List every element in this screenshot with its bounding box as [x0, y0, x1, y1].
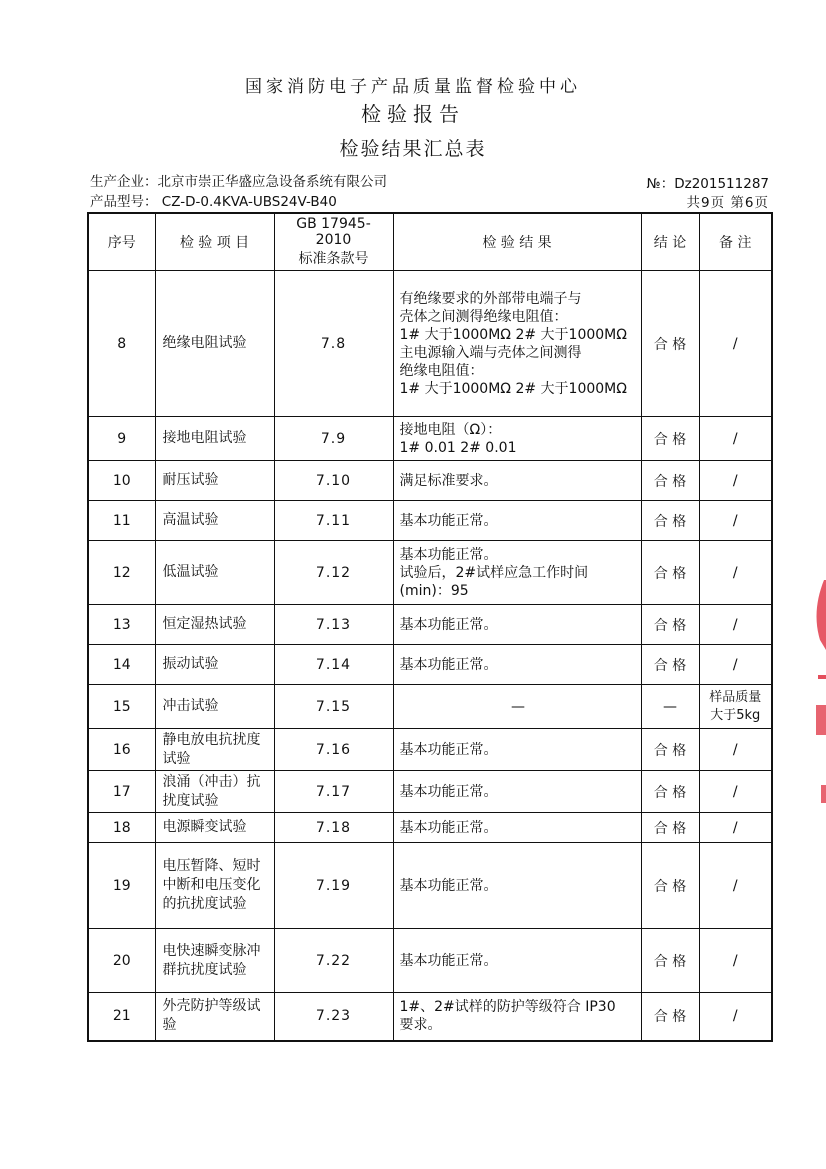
- row-standard-clause: 7.18: [274, 813, 393, 843]
- result-line: 1# 大于1000MΩ 2# 大于1000MΩ: [399, 326, 627, 343]
- row-seq: 20: [88, 929, 155, 993]
- row-result: [393, 843, 641, 929]
- row-item: 绝缘电阻试验: [155, 271, 274, 417]
- row-remark: /: [699, 271, 772, 417]
- result-line: 1# 大于1000MΩ 2# 大于1000MΩ: [399, 380, 627, 397]
- row-standard-clause: 7.22: [274, 929, 393, 993]
- result-line: 满足标准要求。: [399, 472, 498, 489]
- row-item: 振动试验: [155, 645, 274, 685]
- row-item: 接地电阻试验: [155, 417, 274, 461]
- row-standard-clause: 7.14: [274, 645, 393, 685]
- row-result: [393, 685, 641, 729]
- result-line: 壳体之间测得绝缘电阻值：: [399, 308, 568, 325]
- row-remark: 样品质量大于5kg: [699, 685, 772, 729]
- result-line: 基本功能正常。: [399, 877, 498, 894]
- row-item: 电压暂降、短时中断和电压变化的抗扰度试验: [155, 843, 274, 929]
- result-line: 要求。: [399, 1017, 442, 1034]
- row-item: 静电放电抗扰度试验: [155, 729, 274, 771]
- result-line: 基本功能正常。: [399, 512, 498, 529]
- result-line: 基本功能正常。: [399, 656, 498, 673]
- row-remark: /: [699, 501, 772, 541]
- row-remark: /: [699, 417, 772, 461]
- result-line: (min)：95: [399, 582, 469, 599]
- result-line: 绝缘电阻值：: [399, 362, 484, 379]
- row-conclusion: 合 格: [641, 771, 699, 813]
- row-conclusion: 合 格: [641, 417, 699, 461]
- row-seq: 9: [88, 417, 155, 461]
- row-seq: 14: [88, 645, 155, 685]
- header-result: 检 验 结 果: [393, 213, 641, 271]
- row-seq: 21: [88, 993, 155, 1041]
- row-result: [393, 501, 641, 541]
- table-row: [88, 813, 772, 843]
- manufacturer: 生产企业：北京市崇正华盛应急设备系统有限公司: [90, 174, 387, 190]
- results-table: [87, 212, 773, 1042]
- row-item: 恒定湿热试验: [155, 605, 274, 645]
- table-row: [88, 541, 772, 605]
- row-seq: 10: [88, 461, 155, 501]
- row-standard-clause: 7.16: [274, 729, 393, 771]
- row-item: 外壳防护等级试验: [155, 993, 274, 1041]
- row-remark: /: [699, 541, 772, 605]
- row-remark: /: [699, 461, 772, 501]
- row-standard-clause: 7.11: [274, 501, 393, 541]
- result-line: 基本功能正常。: [399, 741, 498, 758]
- header-standard-line2: 标准条款号: [298, 251, 369, 267]
- header-remark: 备 注: [699, 213, 772, 271]
- row-standard-clause: 7.17: [274, 771, 393, 813]
- row-item: 冲击试验: [155, 685, 274, 729]
- row-result: [393, 461, 641, 501]
- row-conclusion: 合 格: [641, 993, 699, 1041]
- row-remark: /: [699, 843, 772, 929]
- row-conclusion: 合 格: [641, 843, 699, 929]
- row-conclusion: 合 格: [641, 605, 699, 645]
- header-standard-line1: GB 17945-2010: [296, 216, 371, 248]
- row-remark: /: [699, 645, 772, 685]
- result-line: 接地电阻（Ω）：: [399, 421, 502, 438]
- row-item: 浪涌（冲击）抗扰度试验: [155, 771, 274, 813]
- row-seq: 17: [88, 771, 155, 813]
- row-result: [393, 417, 641, 461]
- result-line: 主电源输入端与壳体之间测得: [399, 344, 582, 361]
- table-row: [88, 929, 772, 993]
- row-remark: /: [699, 729, 772, 771]
- row-standard-clause: 7.13: [274, 605, 393, 645]
- row-standard-clause: 7.9: [274, 417, 393, 461]
- row-standard-clause: 7.8: [274, 271, 393, 417]
- row-remark: /: [699, 993, 772, 1041]
- row-seq: 16: [88, 729, 155, 771]
- row-conclusion: 合 格: [641, 729, 699, 771]
- row-item: 低温试验: [155, 541, 274, 605]
- table-row: [88, 605, 772, 645]
- header-conclusion: 结 论: [641, 213, 699, 271]
- row-item: 耐压试验: [155, 461, 274, 501]
- row-seq: 11: [88, 501, 155, 541]
- table-row: [88, 461, 772, 501]
- result-line: 基本功能正常。: [399, 616, 498, 633]
- table-row: [88, 271, 772, 417]
- header-item: 检 验 项 目: [155, 213, 274, 271]
- result-line: 基本功能正常。: [399, 546, 498, 563]
- row-result: [393, 993, 641, 1041]
- row-standard-clause: 7.19: [274, 843, 393, 929]
- row-remark: /: [699, 605, 772, 645]
- row-remark: /: [699, 813, 772, 843]
- header-standard: [274, 213, 393, 271]
- table-row: [88, 645, 772, 685]
- row-result: [393, 605, 641, 645]
- row-conclusion: —: [641, 685, 699, 729]
- row-remark: /: [699, 771, 772, 813]
- row-conclusion: 合 格: [641, 271, 699, 417]
- row-item: 电源瞬变试验: [155, 813, 274, 843]
- row-conclusion: 合 格: [641, 645, 699, 685]
- result-line: 基本功能正常。: [399, 783, 498, 800]
- table-row: [88, 843, 772, 929]
- table-row: [88, 993, 772, 1041]
- table-row: [88, 729, 772, 771]
- row-conclusion: 合 格: [641, 929, 699, 993]
- red-seal-stamp-edge: [812, 580, 826, 810]
- table-row: [88, 771, 772, 813]
- row-standard-clause: 7.12: [274, 541, 393, 605]
- row-seq: 12: [88, 541, 155, 605]
- result-line: 基本功能正常。: [399, 952, 498, 969]
- result-line: 基本功能正常。: [399, 819, 498, 836]
- table-title: 检验结果汇总表: [339, 138, 487, 160]
- result-line: —: [511, 698, 525, 715]
- row-seq: 15: [88, 685, 155, 729]
- report-number: №：Dz201511287: [646, 176, 769, 192]
- row-remark: /: [699, 929, 772, 993]
- table-row: [88, 417, 772, 461]
- row-seq: 18: [88, 813, 155, 843]
- report-title: 检验报告: [361, 102, 465, 126]
- table-row: [88, 501, 772, 541]
- row-result: [393, 813, 641, 843]
- row-result: [393, 729, 641, 771]
- organization-name: 国家消防电子产品质量监督检验中心: [245, 77, 581, 97]
- row-result: [393, 645, 641, 685]
- row-conclusion: 合 格: [641, 501, 699, 541]
- row-standard-clause: 7.23: [274, 993, 393, 1041]
- row-conclusion: 合 格: [641, 813, 699, 843]
- header-seq: 序号: [88, 213, 155, 271]
- row-conclusion: 合 格: [641, 541, 699, 605]
- result-line: 1# 0.01 2# 0.01: [399, 439, 517, 456]
- row-seq: 13: [88, 605, 155, 645]
- page-count: 共9页 第6页: [686, 195, 769, 211]
- row-seq: 8: [88, 271, 155, 417]
- table-header-row: [88, 213, 772, 271]
- row-seq: 19: [88, 843, 155, 929]
- row-item: 电快速瞬变脉冲群抗扰度试验: [155, 929, 274, 993]
- row-result: [393, 929, 641, 993]
- table-row: [88, 685, 772, 729]
- result-line: 试验后，2#试样应急工作时间: [399, 564, 589, 581]
- row-result: [393, 271, 641, 417]
- result-line: 有绝缘要求的外部带电端子与: [399, 290, 582, 307]
- row-standard-clause: 7.10: [274, 461, 393, 501]
- row-result: [393, 541, 641, 605]
- result-line: 1#、2#试样的防护等级符合 IP30: [399, 999, 616, 1016]
- row-item: 高温试验: [155, 501, 274, 541]
- row-conclusion: 合 格: [641, 461, 699, 501]
- product-model: 产品型号： CZ-D-0.4KVA-UBS24V-B40: [90, 194, 337, 210]
- row-standard-clause: 7.15: [274, 685, 393, 729]
- row-result: [393, 771, 641, 813]
